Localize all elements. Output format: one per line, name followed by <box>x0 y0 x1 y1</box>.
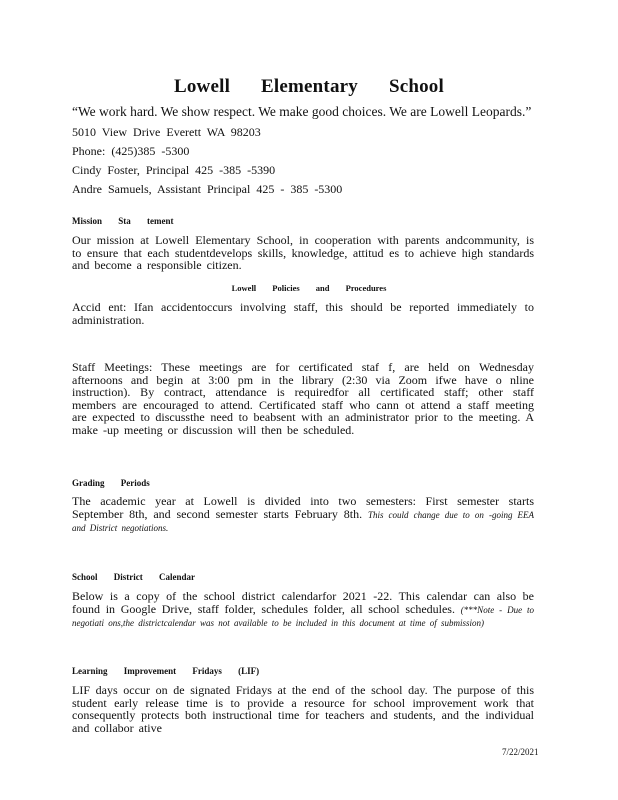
calendar-heading: School District Calendar <box>72 572 195 582</box>
grading-paragraph <box>72 495 534 535</box>
policies-heading: Lowell Policies and Procedures <box>231 283 387 293</box>
calendar-text: Below is a copy of the school district calendarfor 2021 -22. This calendar can also be found in Google Drive, staff folder, schedules folder, all school schedules. <box>72 589 534 616</box>
accident-policy-text: Accid ent: Ifan accidentoccurs involving staff, this should be reported immediately to administration. <box>72 300 534 327</box>
mission-heading: Mission Sta tement <box>72 216 174 226</box>
footer-date: 7/22/2021 <box>502 747 539 757</box>
grading-note: This could change due to on -going EEA and District negotiations. <box>72 509 535 534</box>
staff-meetings-text: Staff Meetings: These meetings are for certificated staf f, are held on Wednesday afternoons and begin at 3:00 pm in the library (2:30 via Zoom ifwe have o nline instruction). By contract, attendance is requiredfor all certificated staff; other staff members are encouraged to attend. Certificated staff who cann ot attend a staff meeting are expected to discussthe need to beabsent with an administrator prior to the meeting. A make -up meeting or discussion will then be scheduled. <box>72 360 534 437</box>
school-phone: Phone: (425)385 -5300 <box>72 144 190 158</box>
school-motto: “We work hard. We show respect. We make good choices. We are Lowell Leopards.” <box>72 104 532 119</box>
school-address: 5010 View Drive Everett WA 98203 <box>72 125 261 139</box>
calendar-paragraph <box>72 590 534 630</box>
school-title: Lowell Elementary School <box>173 76 444 97</box>
lif-heading: Learning Improvement Fridays (LIF) <box>72 666 260 676</box>
principal-contact: Cindy Foster, Principal 425 -385 -5390 <box>72 163 276 177</box>
assistant-principal-contact: Andre Samuels, Assistant Principal 425 - 385 -5300 <box>72 182 343 196</box>
grading-heading: Grading Periods <box>72 478 150 488</box>
mission-text: Our mission at Lowell Elementary School, in cooperation with parents andcommunity, is to ensure that each studentdevelops skills, knowledge, attitud es to achieve high standards and become a responsible citizen. <box>72 233 534 273</box>
grading-text: The academic year at Lowell is divided into two semesters: First semester starts September 8th, and second semester starts February 8th. <box>72 494 534 521</box>
calendar-note: (***Note - Due to negotiati ons,the districtcalendar was not available to be included in this document at time of submission) <box>72 604 535 629</box>
lif-text: LIF days occur on de signated Fridays at the end of the school day. The purpose of this student early release time is to provide a resource for school improvement work that consequently protects both instructional time for teachers and students, and the individual and collabor ative <box>72 683 534 735</box>
